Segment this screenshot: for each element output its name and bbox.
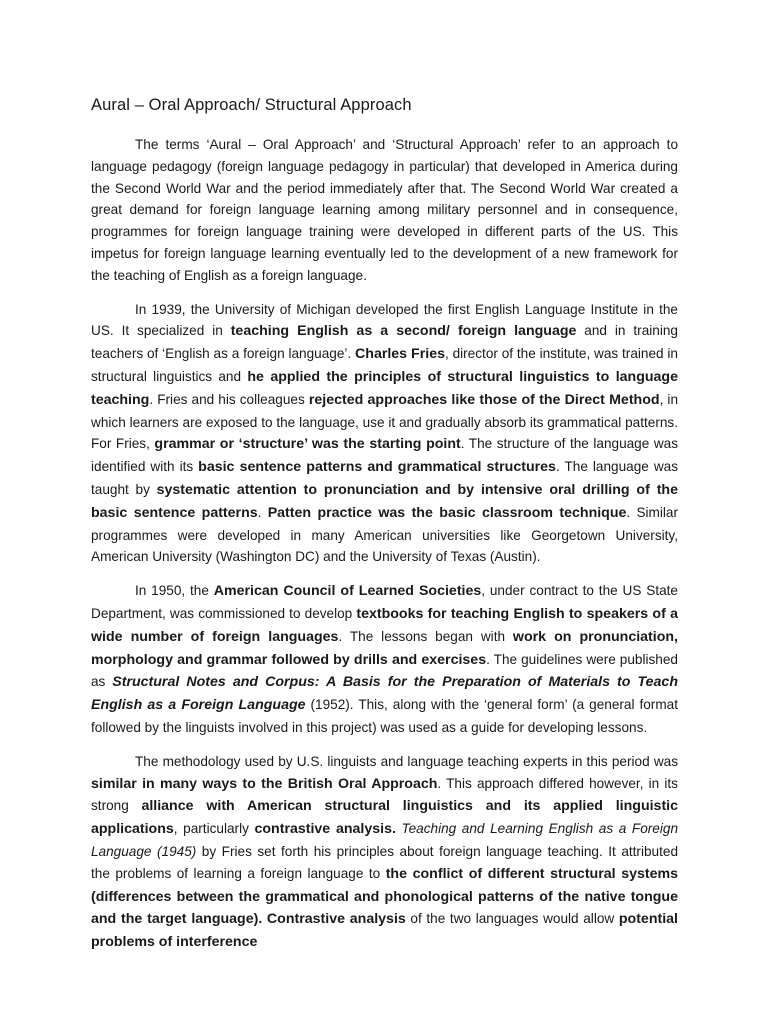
bold-run: potential problems of interference (91, 911, 678, 951)
bold-run: contrastive analysis. (254, 821, 396, 838)
text-run: , in which learners are exposed to the language, use it and gradually absorb its grammatical patterns. For Fries, (91, 391, 679, 452)
bold-run: basic sentence patterns and grammatical structures (198, 459, 556, 476)
bold-run: the conflict of different structural systems (differences between the grammatical and phonological patterns of the native tongue and the target language). (91, 865, 678, 928)
text-run: The terms ‘Aural – Oral Approach’ and ‘Structural Approach’ refer to an approach to language pedagogy (foreign language pedagogy in particular) that developed in America during the Second World War and the period immediately after that. The Second World War created a great demand for foreign language learning among military personnel and in consequence, programmes for foreign language training were developed in different parts of the US. This impetus for foreign language learning eventually led to the development of a new framework for the teaching of English as a foreign language. (91, 137, 678, 283)
emphasis-text: Structural Notes and Corpus: A Basis for the Preparation of Materials to Teach English as a Foreign Language (91, 674, 678, 714)
bold-run: Patten practice was the basic classroom technique (267, 504, 627, 521)
text-run: (1952). This, along with the ‘general form’ (a general format followed by the linguists involved in this project) was used as a guide for developing lessons. (91, 697, 678, 735)
text-run: , director of the institute, was trained in structural linguistics and (91, 346, 678, 384)
document-title: Aural – Oral Approach/ Structural Approach (91, 96, 412, 114)
bold-run: Contrastive analysis (266, 911, 406, 928)
text-run: . The guidelines were published as (91, 651, 678, 690)
paragraph-2 (91, 299, 678, 569)
bold-run: systematic attention to pronunciation and by intensive oral drilling of the basic sentence patterns (91, 481, 678, 521)
text-run: In 1939, the University of Michigan developed the first English Language Institute in the US. It specialized in (91, 301, 678, 339)
paragraph-3 (91, 580, 678, 739)
text-run: . Fries and his colleagues (149, 391, 309, 407)
document-body (91, 134, 678, 954)
bold-run: teaching English as a second/ foreign language (230, 323, 577, 340)
text-run: and in training teachers of ‘English as a foreign language’. (91, 323, 678, 362)
text-run: , under contract to the US State Department, was commissioned to develop (91, 583, 678, 621)
text-run: . Similar programmes were developed in many American universities like Georgetown University, American University (Washington DC) and the University of Texas (Austin). (91, 504, 679, 565)
bold-run: alliance with American structural linguistics and its applied linguistic applications (91, 798, 678, 838)
text-run: . The structure of the language was identified with its (91, 436, 678, 475)
bold-run: similar in many ways to the British Oral Approach (91, 775, 438, 792)
text-run: , particularly (173, 821, 255, 837)
text-run: of the two languages would allow (405, 911, 619, 927)
bold-run: he applied the principles of structural linguistics to language teaching (91, 368, 678, 408)
text-run: . This approach differed however, in its strong (91, 775, 678, 814)
bold-run: work on pronunciation, morphology and grammar followed by drills and exercises (91, 628, 678, 668)
bold-run: rejected approaches like those of the Direct Method (308, 391, 660, 408)
paragraph-4 (91, 751, 678, 954)
text-run: In 1950, the (135, 583, 214, 599)
text-run: by Fries set forth his principles about foreign language teaching. It attributed the problems of learning a foreign language to (91, 843, 678, 881)
paragraph-1 (91, 134, 678, 287)
text-run: The methodology used by U.S. linguists and language teaching experts in this period was (135, 753, 678, 769)
bold-run: grammar or ‘structure’ was the starting point (154, 436, 461, 453)
text-run: . The language was taught by (91, 459, 678, 497)
text-run: . The lessons began with (338, 628, 513, 644)
italic-run: Teaching and Learning English as a Foreign Language (1945) (91, 821, 679, 859)
bold-run: American Council of Learned Societies (213, 583, 482, 600)
bold-run: textbooks for teaching English to speakers of a wide number of foreign languages (91, 605, 678, 645)
text-run: . (257, 504, 268, 520)
bold-run: Charles Fries (355, 346, 445, 363)
